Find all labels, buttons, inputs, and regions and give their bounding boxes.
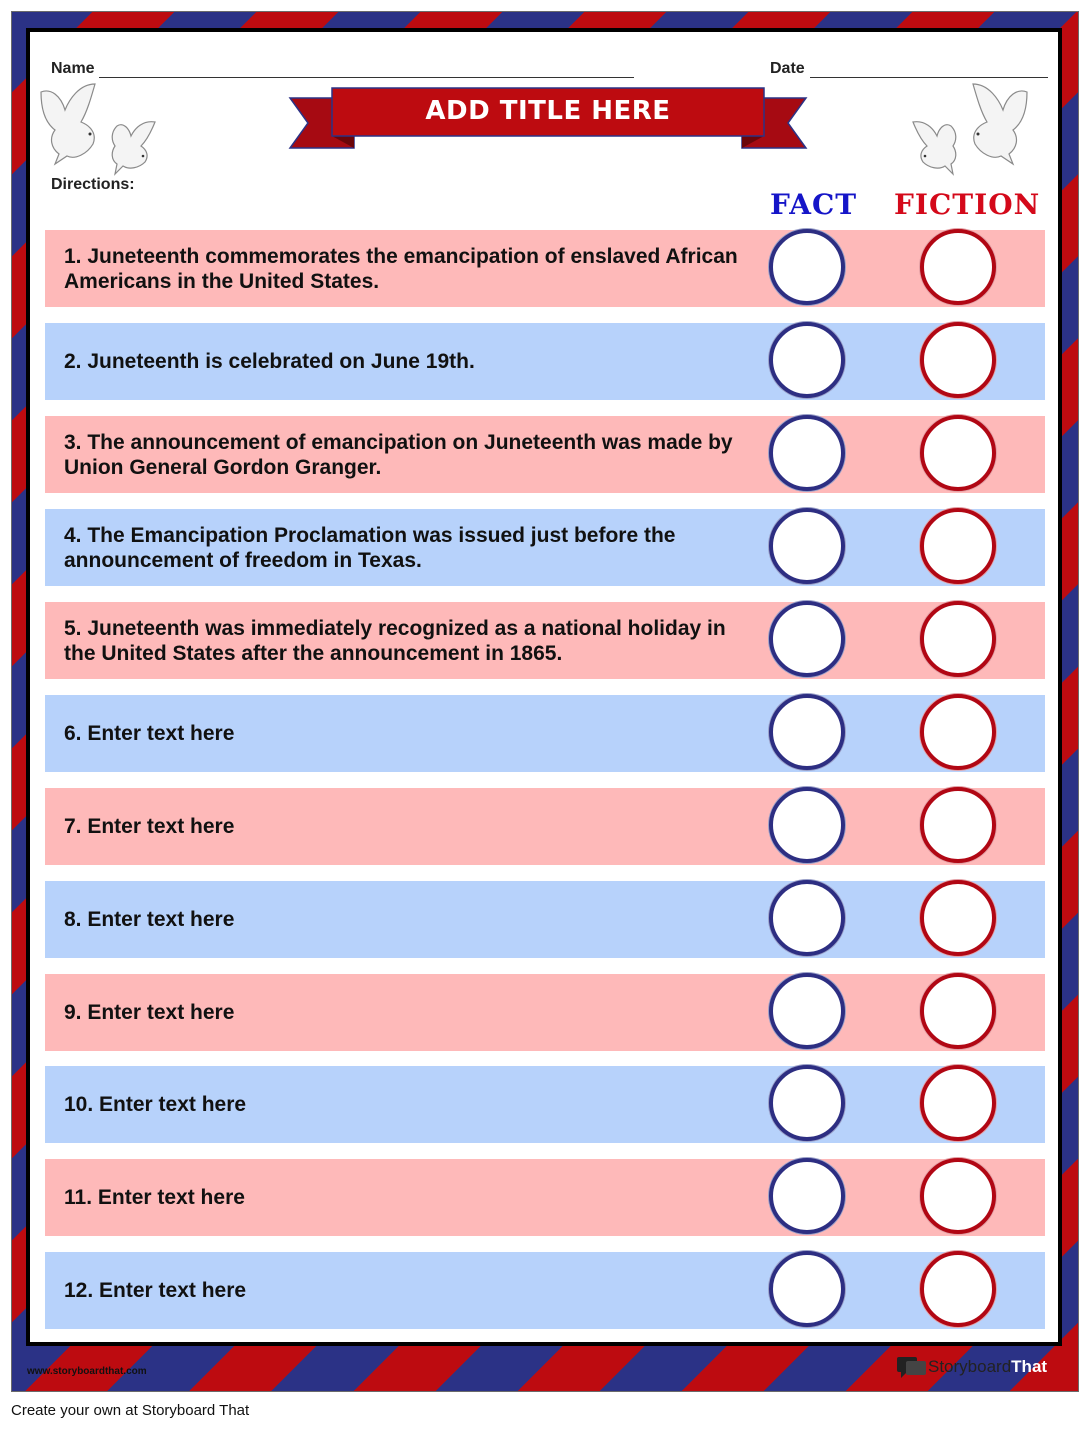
statement-row [45,602,1045,679]
fact-answer-circle[interactable] [769,973,845,1049]
fiction-answer-circle[interactable] [920,229,996,305]
fact-column-header: FACT [770,188,858,221]
date-field[interactable] [810,77,1048,78]
statement-text[interactable]: 12. Enter text here [64,1279,247,1302]
fact-answer-circle[interactable] [769,601,845,677]
statement-row [45,230,1045,307]
statement-row [45,1159,1045,1236]
fiction-answer-circle[interactable] [920,787,996,863]
logo-word-that: That [1011,1357,1048,1376]
create-your-own-link[interactable]: Create your own at Storyboard That [11,1402,250,1419]
statement-text[interactable]: 11. Enter text here [64,1186,245,1209]
fiction-answer-circle[interactable] [920,415,996,491]
fact-answer-circle[interactable] [769,787,845,863]
fact-answer-circle[interactable] [769,415,845,491]
fact-answer-circle[interactable] [769,322,845,398]
statement-text[interactable]: 8. Enter text here [64,908,235,931]
fiction-answer-circle[interactable] [920,601,996,677]
fiction-answer-circle[interactable] [920,1251,996,1327]
fiction-answer-circle[interactable] [920,508,996,584]
statement-row [45,509,1045,586]
statement-text[interactable]: 10. Enter text here [64,1093,247,1116]
statement-text[interactable]: 5. Juneteenth was immediately recognized as a national holiday in the United States after the announcement in 1865. [64,616,726,665]
fiction-answer-circle[interactable] [920,880,996,956]
fiction-answer-circle[interactable] [920,322,996,398]
fact-answer-circle[interactable] [769,1065,845,1141]
fiction-column-header: FICTION [894,188,1041,221]
name-label: Name [51,60,95,77]
statement-row [45,974,1045,1051]
directions-label: Directions: [51,176,135,193]
storyboardthat-logo[interactable] [896,1354,1047,1380]
name-field[interactable] [99,77,634,78]
fiction-answer-circle[interactable] [920,1158,996,1234]
worksheet-page [26,28,1062,1346]
statement-text[interactable]: 7. Enter text here [64,815,235,838]
statement-text[interactable]: 1. Juneteenth commemorates the emancipation of enslaved African Americans in the United States. [64,244,738,293]
statement-text[interactable]: 2. Juneteenth is celebrated on June 19th. [64,350,475,373]
fact-answer-circle[interactable] [769,694,845,770]
statement-text[interactable]: 3. The announcement of emancipation on Juneteenth was made by Union General Gordon Granger. [64,430,733,479]
fiction-answer-circle[interactable] [920,1065,996,1141]
fact-answer-circle[interactable] [769,1158,845,1234]
worksheet-title[interactable]: ADD TITLE HERE [425,96,671,126]
fiction-answer-circle[interactable] [920,973,996,1049]
statement-row [45,788,1045,865]
statement-row [45,1252,1045,1329]
statement-row [45,695,1045,772]
site-url[interactable]: www.storyboardthat.com [27,1366,147,1377]
doves-right-icon [900,82,1035,182]
fact-answer-circle[interactable] [769,880,845,956]
logo-word-storyboard: Storyboard [928,1357,1012,1376]
statement-text[interactable]: 4. The Emancipation Proclamation was issued just before the announcement of freedom in Texas. [64,523,676,572]
statement-row [45,881,1045,958]
speech-bubble-icon [896,1355,928,1379]
fiction-answer-circle[interactable] [920,694,996,770]
statement-text[interactable]: 9. Enter text here [64,1001,235,1024]
title-banner[interactable] [288,86,808,152]
statement-row [45,416,1045,493]
date-label: Date [770,60,805,77]
statement-row [45,1066,1045,1143]
fact-answer-circle[interactable] [769,508,845,584]
fact-answer-circle[interactable] [769,1251,845,1327]
doves-left-icon [33,82,168,182]
fact-answer-circle[interactable] [769,229,845,305]
statement-text[interactable]: 6. Enter text here [64,722,235,745]
statement-row [45,323,1045,400]
